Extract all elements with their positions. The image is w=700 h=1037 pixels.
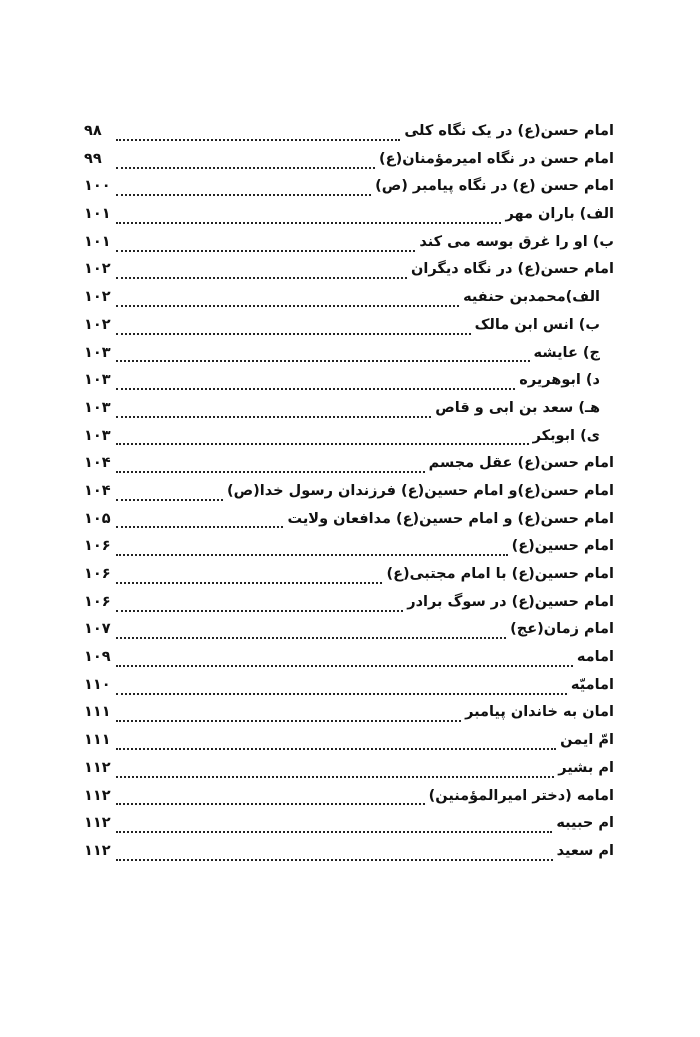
toc-entry-title: ب) انس ابن مالک	[474, 316, 600, 333]
dot-leader	[116, 240, 415, 252]
toc-entry[interactable]	[84, 783, 614, 811]
dot-leader	[116, 433, 529, 445]
toc-entry-page: ۱۰۶	[84, 593, 111, 610]
toc-entry-title: امام حسین(ع)	[511, 538, 614, 555]
toc-entry-page: ۱۱۱	[84, 732, 111, 749]
toc-entry-page: ۹۹	[84, 150, 102, 167]
toc-entry-page: ۱۱۲	[84, 759, 111, 776]
toc-entry[interactable]	[84, 699, 614, 727]
dot-leader	[116, 793, 425, 805]
dot-leader	[116, 461, 425, 473]
toc-entry[interactable]	[84, 312, 614, 340]
toc-entry-page: ۱۰۲	[84, 289, 111, 306]
dot-leader	[116, 489, 223, 501]
dot-leader	[116, 600, 403, 612]
toc-entry-page: ۱۰۳	[84, 372, 111, 389]
toc-entry-page: ۱۱۱	[84, 704, 111, 721]
dot-leader	[116, 849, 553, 861]
toc-entry-page: ۱۰۲	[84, 316, 111, 333]
toc-entry-title: امام حسن (ع) در نگاه پیامبر (ص)	[375, 178, 614, 195]
toc-entry-page: ۱۰۳	[84, 399, 111, 416]
toc-entry[interactable]	[84, 256, 614, 284]
toc-entry[interactable]	[84, 533, 614, 561]
toc-entry-title: ی) ابوبکر	[532, 427, 600, 444]
toc-entry-page: ۱۰۱	[84, 206, 111, 223]
toc-entry-title: ام سعید	[556, 842, 614, 859]
toc-entry-page: ۱۰۴	[84, 455, 111, 472]
toc-entry-page: ۱۰۵	[84, 510, 111, 527]
dot-leader	[116, 683, 567, 695]
toc-entry-title: امامیّه	[570, 676, 614, 693]
toc-entry-page: ۱۰۶	[84, 566, 111, 582]
toc-entry-title: الف)محمدبن حنفیه	[463, 289, 600, 306]
dot-leader	[116, 516, 283, 528]
toc-entry-page: ۱۱۲	[84, 815, 111, 832]
dot-leader	[116, 627, 506, 639]
toc-entry[interactable]	[84, 838, 614, 866]
toc-entry-page: ۱۱۲	[84, 787, 111, 804]
toc-entry[interactable]	[84, 478, 614, 506]
dot-leader	[116, 710, 461, 722]
toc-entry[interactable]	[84, 506, 614, 534]
dot-leader	[116, 821, 552, 833]
toc-entry-title: ج) عایشه	[533, 344, 600, 361]
toc-entry[interactable]	[84, 395, 614, 423]
toc-entry-title: امام حسن(ع) و امام حسین(ع) مدافعان ولایت	[287, 510, 614, 527]
toc-entry-title: ام بشیر	[558, 759, 614, 776]
toc-entry-page: ۱۰۱	[84, 233, 111, 250]
dot-leader	[116, 350, 530, 362]
toc-entry[interactable]	[84, 146, 614, 174]
dot-leader	[116, 184, 371, 196]
toc-entry[interactable]	[84, 367, 614, 395]
toc-entry[interactable]	[84, 644, 614, 672]
dot-leader	[116, 406, 431, 418]
dot-leader	[116, 655, 573, 667]
toc-entry-title: امام حسن در نگاه امیرمؤمنان(ع)	[379, 150, 614, 167]
dot-leader	[116, 572, 382, 584]
toc-entry[interactable]	[84, 561, 614, 589]
toc-entry[interactable]	[84, 118, 614, 146]
toc-entry-title: امام زمان(عج)	[510, 621, 614, 638]
toc-entry-title: ب) او را غرق بوسه می کند	[419, 233, 614, 250]
dot-leader	[116, 295, 459, 307]
dot-leader	[116, 544, 508, 556]
toc-entry-title: امام حسین(ع) با امام مجتبی(ع)	[386, 566, 614, 582]
toc-entry-page: ۱۱۲	[84, 842, 111, 859]
toc-entry-title: امان به خاندان پیامبر	[465, 704, 614, 721]
dot-leader	[116, 378, 515, 390]
dot-leader	[116, 267, 407, 279]
toc-entry-page: ۱۰۳	[84, 427, 111, 444]
toc-entry-page: ۱۰۴	[84, 482, 111, 499]
toc-entry-page: ۱۰۰	[84, 178, 111, 195]
toc-entry-title: امامه (دختر امیرالمؤمنین)	[428, 787, 614, 804]
toc-entry-title: الف) باران مهر	[505, 206, 614, 223]
toc-entry[interactable]	[84, 423, 614, 451]
toc-entry[interactable]	[84, 616, 614, 644]
dot-leader	[116, 212, 501, 224]
toc-entry[interactable]	[84, 755, 614, 783]
dot-leader	[116, 738, 556, 750]
toc-entry-title: ام حبیبه	[556, 815, 614, 832]
toc-entry-page: ۱۰۲	[84, 261, 111, 278]
toc-entry-title: امام حسین(ع) در سوگ برادر	[407, 593, 614, 610]
toc-entry-title: د) ابوهریره	[519, 372, 600, 389]
toc-entry[interactable]	[84, 229, 614, 257]
toc-entry-title: امام حسن(ع) در یک نگاه کلی	[404, 123, 614, 139]
toc-entry-page: ۱۱۰	[84, 676, 111, 693]
toc-entry-page: ۱۰۳	[84, 344, 111, 361]
toc-entry-title: امامه	[576, 649, 614, 666]
dot-leader	[116, 766, 554, 778]
toc-entry[interactable]	[84, 173, 614, 201]
toc-entry-title: امام حسن(ع)و امام حسین(ع) فرزندان رسول خدا(ص)	[227, 482, 614, 499]
dot-leader	[116, 129, 400, 141]
toc-entry-title: امّ ایمن	[560, 732, 614, 749]
toc-entry[interactable]	[84, 340, 614, 368]
toc-entry[interactable]	[84, 727, 614, 755]
toc-entry[interactable]	[84, 672, 614, 700]
dot-leader	[116, 157, 375, 169]
toc-entry[interactable]	[84, 201, 614, 229]
table-of-contents	[84, 118, 614, 866]
toc-entry-title: هـ) سعد بن ابی و قاص	[435, 399, 600, 416]
toc-entry-page: ۱۰۹	[84, 649, 111, 666]
toc-entry[interactable]	[84, 589, 614, 617]
toc-entry-page: ۱۰۶	[84, 538, 111, 555]
toc-entry[interactable]	[84, 284, 614, 312]
toc-entry-page: ۱۰۷	[84, 621, 111, 638]
toc-entry[interactable]	[84, 450, 614, 478]
toc-entry-title: امام حسن(ع) در نگاه دیگران	[411, 261, 614, 278]
toc-entry[interactable]	[84, 810, 614, 838]
toc-entry-title: امام حسن(ع) عقل مجسم	[428, 455, 614, 472]
dot-leader	[116, 323, 471, 335]
toc-entry-page: ۹۸	[84, 123, 102, 139]
